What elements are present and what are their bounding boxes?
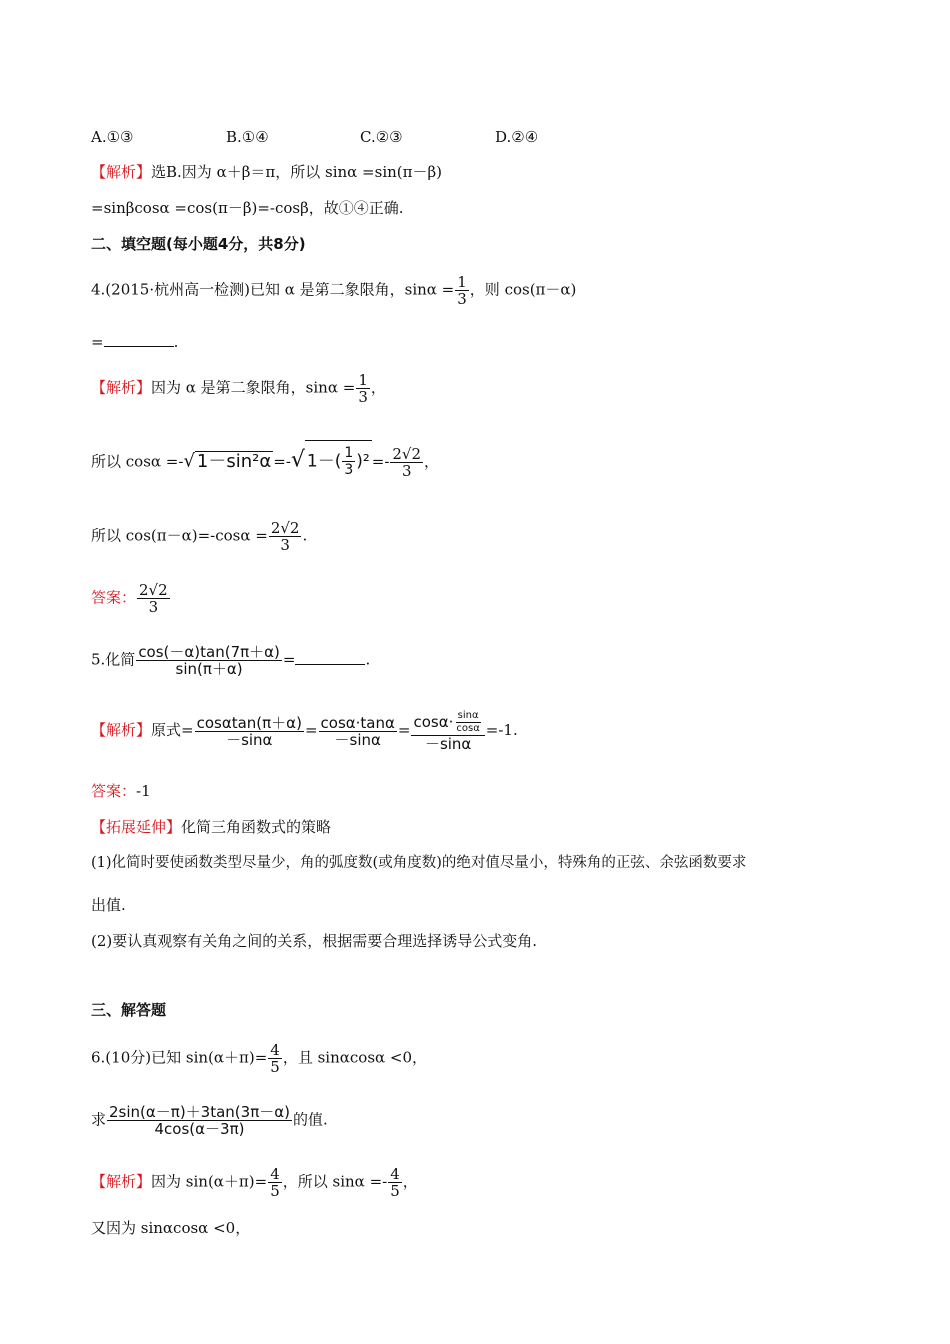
q4-analysis-text: 所以 cosα =- (91, 452, 184, 471)
option-b: B.①④ (226, 128, 269, 146)
option-c: C.②③ (360, 128, 403, 146)
q5-analysis-text: 原式= (151, 721, 194, 739)
extension-item1-line2: 出值. (91, 896, 126, 914)
fraction-numerator (411, 710, 484, 736)
fraction (411, 710, 484, 752)
fraction (136, 644, 282, 677)
jiexi-label: 【解析】 (91, 378, 152, 397)
fraction (342, 445, 355, 478)
q6-analysis-line1 (91, 1166, 418, 1199)
q6-analysis-mid: ，所以 sinα =- (282, 1172, 388, 1191)
radicand (305, 440, 372, 478)
fraction-denominator: 3 (344, 462, 354, 478)
q6-stem-text: 6.(10分)已知 sin(α＋π)= (91, 1048, 268, 1067)
extension-item1-line1: (1)化简时要使函数类型尽量少，角的弧度数(或角度数)的绝对值尽量小，特殊角的正弦、余弦函数要求 (91, 855, 747, 871)
fraction (268, 1042, 282, 1075)
sqrt-sign-icon: √ (290, 447, 305, 473)
q4-stem (91, 274, 576, 307)
q6-ask-text: 求 (91, 1110, 107, 1129)
fraction-numerator: 2√2 (270, 519, 300, 537)
fraction-denominator: 4cos(α－3π) (154, 1120, 245, 1138)
q4-stem-text: 4.(2015·杭州高一检测)已知 α 是第二象限角，sinα = (91, 280, 455, 299)
jiexi-label: 【解析】 (91, 721, 152, 739)
q4-analysis-text: 所以 cos(π－α)=-cosα = (91, 526, 268, 545)
fraction-numerator: cosαtan(π＋α) (196, 713, 302, 732)
fraction-numerator: 4 (270, 1041, 280, 1059)
q4-blank-line (91, 332, 178, 352)
fraction-numerator: 2√2 (139, 581, 168, 599)
q4-analysis-line1 (91, 372, 386, 405)
extension-label: 【拓展延伸】 (91, 818, 182, 836)
fraction-denominator: 3 (401, 462, 412, 480)
small-fraction (454, 710, 481, 735)
jiexi-label: 【解析】 (91, 163, 152, 181)
fraction (268, 1166, 282, 1199)
q5-analysis (91, 710, 518, 752)
fraction-numerator: 4 (270, 1165, 280, 1183)
answer-value: -1 (136, 782, 151, 800)
q6-stem (91, 1042, 427, 1075)
equals-sign: = (91, 333, 104, 351)
q4-analysis-line2 (91, 440, 439, 479)
extension-title: 化简三角函数式的策略 (181, 818, 332, 836)
comma: ， (402, 1172, 418, 1191)
period: . (365, 650, 371, 669)
jiexi-label: 【解析】 (91, 1172, 152, 1191)
fraction (356, 372, 370, 405)
q5-stem-text: 5.化简 (91, 650, 136, 669)
fraction-denominator: －sinα (334, 730, 381, 749)
sqrt-sign-icon: √ (183, 450, 195, 472)
fraction (269, 520, 302, 553)
comma: ， (370, 378, 386, 397)
answer-fraction (137, 582, 170, 615)
fraction-denominator: 5 (270, 1058, 280, 1076)
result-text: =-1. (485, 721, 518, 739)
q4-analysis-line3 (91, 520, 307, 553)
answer-label: 答案： (91, 782, 137, 800)
fraction-numerator: 2sin(α－π)＋3tan(3π－α) (109, 1103, 290, 1121)
equals-sign: = (397, 721, 411, 739)
answer-blank (104, 332, 174, 347)
fraction-denominator: －sinα (226, 730, 273, 749)
fraction-denominator: 5 (390, 1182, 400, 1200)
q6-analysis-line2: 又因为 sinαcosα <0， (91, 1219, 251, 1237)
q4-stem-tail: ，则 cos(π－α) (469, 280, 577, 299)
fraction-numerator: 2√2 (392, 445, 422, 463)
section3-heading: 三、解答题 (91, 1001, 167, 1019)
answer-label: 答案： (91, 588, 137, 607)
fraction-numerator: cosα·tanα (320, 713, 395, 732)
comma: ， (424, 452, 440, 471)
fraction-denominator: 3 (148, 598, 159, 616)
fraction (455, 274, 469, 307)
option-a: A.①③ (91, 128, 134, 146)
option-d: D.②④ (495, 128, 539, 146)
fraction-denominator: 5 (270, 1182, 280, 1200)
fraction-denominator: －sinα (424, 735, 472, 753)
period: . (302, 526, 308, 545)
fraction-denominator: 3 (280, 536, 290, 554)
fraction-denominator: cosα (456, 723, 480, 734)
q6-ask-tail: 的值. (292, 1110, 328, 1129)
fraction-numerator: cos(－α)tan(7π＋α) (138, 643, 280, 661)
q5-answer (91, 781, 151, 801)
radicand-post: )² (356, 451, 370, 472)
fraction-numerator: sinα (457, 710, 479, 721)
equals-minus: =- (273, 452, 291, 471)
q6-stem-tail: ，且 sinαcosα <0， (282, 1048, 428, 1067)
fraction (195, 715, 304, 748)
fraction (107, 1104, 292, 1137)
extension-item2: (2)要认真观察有关角之间的关系，根据需要合理选择诱导公式变角. (91, 932, 538, 950)
q4-answer (91, 582, 171, 615)
fraction-numerator: 4 (390, 1165, 400, 1183)
extension-heading (91, 817, 331, 837)
q3-analysis-text: 选B.因为 α＋β＝π，所以 sinα =sin(π－β) (151, 163, 443, 181)
fraction-numerator: 1 (358, 371, 368, 389)
equals-minus: =- (371, 452, 390, 471)
fraction (390, 446, 423, 479)
fraction (319, 715, 397, 748)
equals-sign: = (304, 721, 318, 739)
fraction-denominator: 3 (358, 388, 368, 406)
q5-stem (91, 644, 370, 677)
fraction-numerator: 1 (457, 273, 467, 291)
fraction-denominator: sin(π＋α) (175, 660, 243, 678)
q3-analysis-line1 (91, 162, 442, 182)
q6-analysis-text: 因为 sin(α＋π)= (151, 1172, 268, 1191)
q3-analysis-line2: =sinβcosα =cos(π－β)=-cosβ，故①④正确. (91, 199, 404, 217)
fraction-denominator: 3 (457, 290, 467, 308)
radicand: 1－sin²α (196, 450, 272, 472)
section2-heading: 二、填空题(每小题4分，共8分) (91, 235, 306, 253)
period: . (173, 333, 179, 351)
radicand-pre: 1－( (306, 451, 342, 472)
equals-sign: = (282, 650, 296, 669)
q4-analysis-text: 因为 α 是第二象限角，sinα = (151, 378, 356, 397)
numerator-text: cosα· (413, 713, 454, 731)
q6-ask (91, 1104, 328, 1137)
fraction (388, 1166, 402, 1199)
q3-options (91, 127, 538, 147)
fraction-numerator: 1 (344, 445, 354, 461)
answer-blank (295, 650, 365, 665)
